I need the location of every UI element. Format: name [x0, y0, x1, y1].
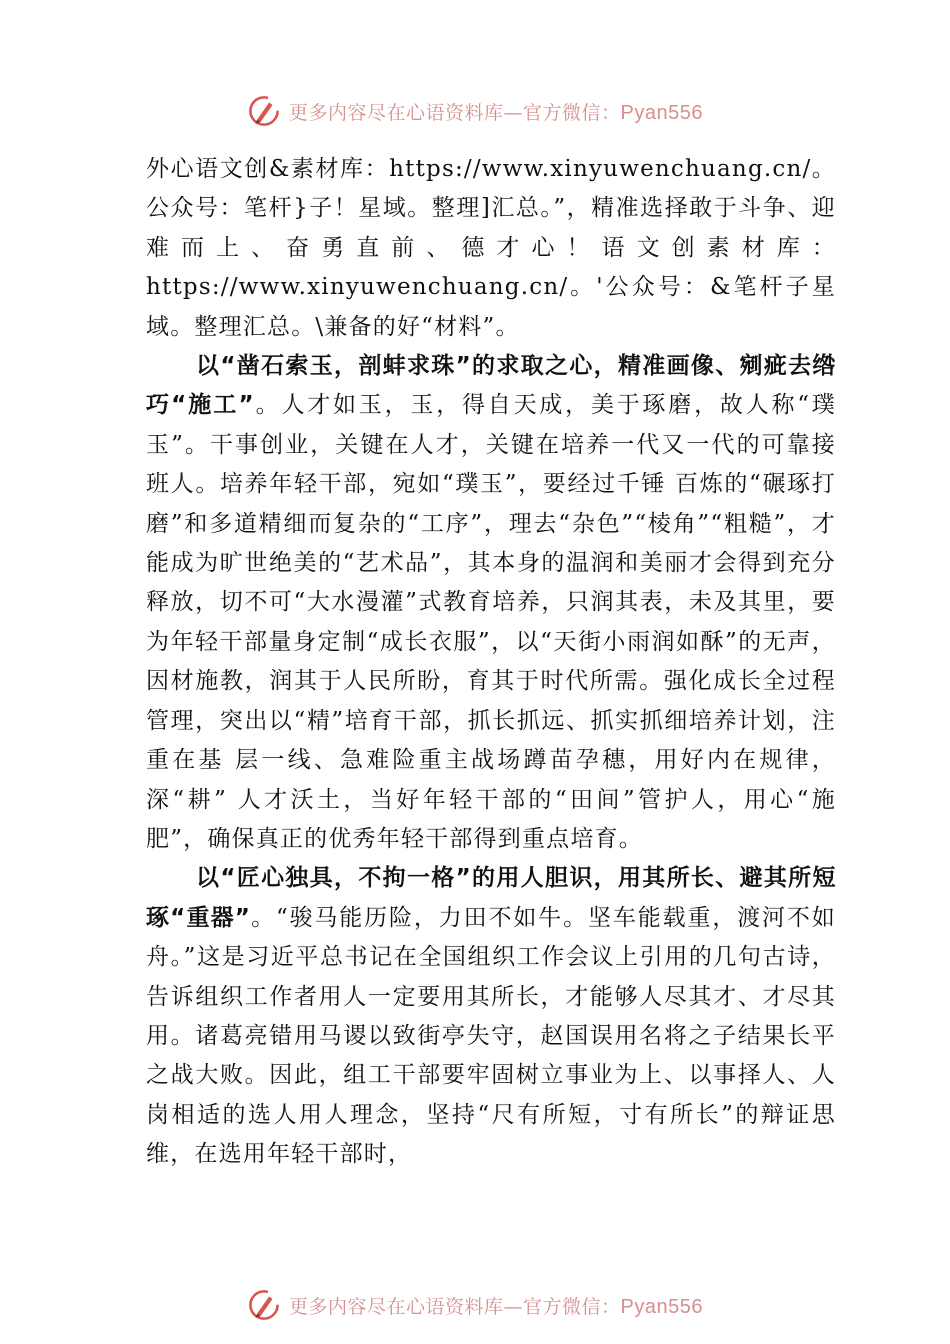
pen-logo-icon [247, 1288, 281, 1322]
banner-text [289, 98, 703, 125]
footer-banner [0, 1288, 950, 1322]
paragraph-body: 。“骏马能历险，力田不如牛。坚车能载重，渡河不如舟。”这是习近平总书记在全国组织工作会议上引用的几句古诗，告诉组织工作者用人一定要用其所长，才能够人尽其才、才尽其用。诸葛亮错用马谡以致街亭失守，赵国误用名将之子结果长平之战大败。因此，组工干部要牢固树立事业为上、以事择人、人岗相适的选人用人理念，坚持“尺有所短，寸有所长”的辩证思维，在选用年轻干部时， [146, 904, 836, 1168]
banner-slogan: 更多内容尽在心语资料库—官方微信： [289, 101, 621, 124]
header-banner [0, 94, 950, 128]
wechat-id: Pyan556 [620, 1295, 703, 1318]
paragraph-body: 。人才如玉，玉，得自天成，美于琢磨，故人称“璞玉”。干事创业，关键在人才，关键在培养一代又一代的可靠接班人。培养年轻干部，宛如“璞玉”，要经过千锤 百炼的“碾琢打磨”和多道精细而复杂的“工序”，理去“杂色”“棱角”“粗糙”，才能成为旷世绝美的“艺术品”，其本身的温润和美丽才会得到充分释放，切不可“大水漫灌”式教育培养，只润其表，未及其里，要为年轻干部量身定制“成长衣服”，以“天街小雨润如酥”的无声，因材施教，润其于人民所盼，育其于时代所需。强化成长全过程管理，突出以“精”培育干部，抓长抓远、抓实抓细培养计划，注重在基 层一线、急难险重主战场蹲苗孕穗，用好内在规律，深“耕” 人才沃土，当好年轻干部的“田间”管护人，用心“施肥”，确保真正的优秀年轻干部得到重点培育。 [146, 392, 837, 852]
paragraph-body: 外心语文创&素材库：https://www.xinyuwenchuang.cn/。公众号：笔杆}子！星域。整理]汇总。”，精准选择敢于斗争、迎难而上、奋勇直前、德才心！语文创素材库：https://www.xinyuwenchuang.cn/。'公众号：&笔杆子星域。整理汇总。\兼备的好“材料”。 [146, 156, 836, 340]
wechat-id: Pyan556 [620, 101, 703, 124]
paragraph-lead: 以“匠心独具，不拘一格”的用人胆识，用其所长、避其所短琢“重器” [146, 865, 836, 931]
pen-logo-icon [247, 94, 281, 128]
paragraph-3 [146, 859, 836, 1174]
paragraph-1 [146, 150, 836, 347]
paragraph-lead: 以“凿石索玉，剖蚌求珠”的求取之心，精准画像、剜疵去绺巧“施工” [146, 353, 836, 419]
document-body [146, 150, 836, 1175]
banner-text [289, 1292, 703, 1319]
paragraph-2 [146, 347, 836, 859]
banner-slogan: 更多内容尽在心语资料库—官方微信： [289, 1295, 621, 1318]
